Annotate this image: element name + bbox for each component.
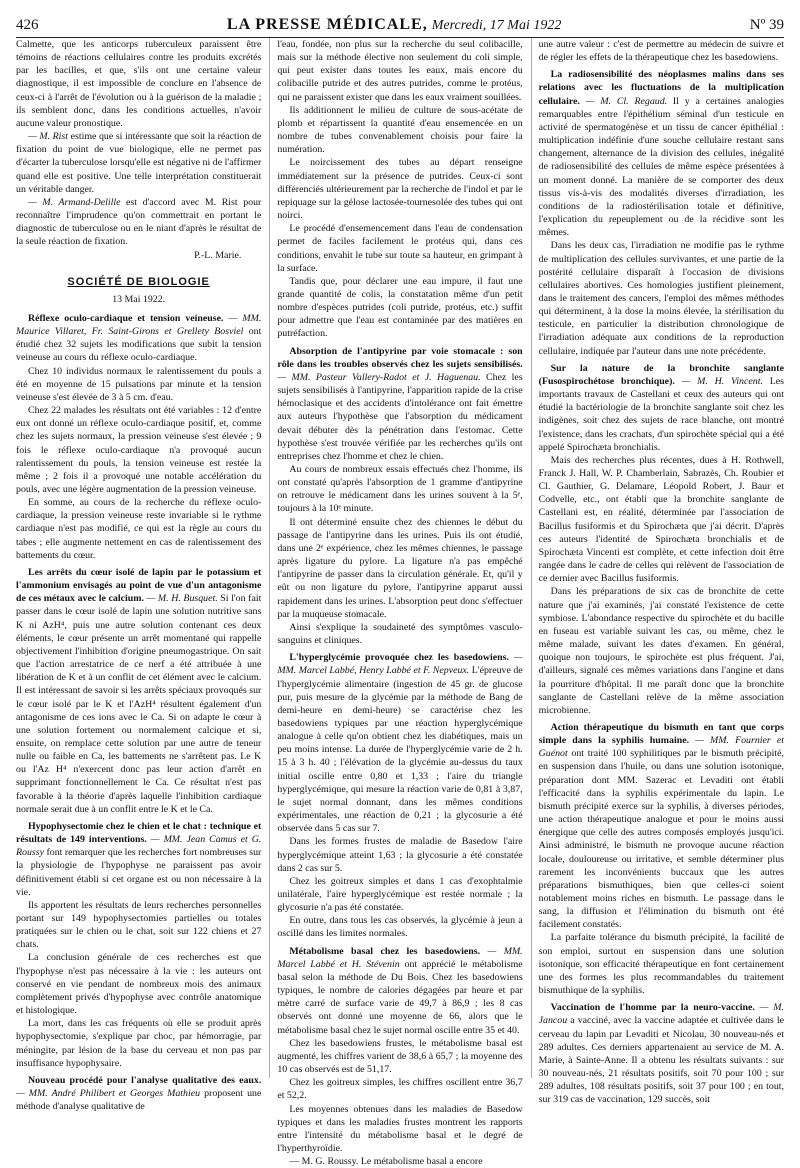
paragraph: Chez 10 individus normaux le ralentissement du pouls a été en moyenne de 15 pulsations par minute et la tension veineuse s'est élevée de 3 à 5 cm. d'eau. [16,365,262,403]
author: — M. H. Busquet. [143,593,218,605]
signature: P.-L. Marie. [194,249,242,261]
author: — MM. Pasteur Vallery-Radot et J. Haguenau. [277,371,481,383]
paragraph: Ainsi s'explique la soudaineté des symptômes vasculo-sanguins et cliniques. [277,621,523,647]
author: — M. Rist [28,131,69,143]
section-title: SOCIÉTÉ DE BIOLOGIE [67,275,210,288]
paragraph: Chez les goitreux simples et dans 1 cas d'exophtalmie unilatérale, l'aire hyperglycémique est restée normale ; la glycosurie n'a pas été constatée. [277,875,523,914]
author: — M. H. Vincent. [674,375,763,387]
paragraph: Absorption de l'antipyrine par voie stomacale : son rôle dans les troubles observés chez les sujets sensibilisés. — MM. Pasteur Vallery-Radot et J. Haguenau. Chez les sujets sensibilisés à l'antipyrine, l'apparition rapide de la crise hémoclasique et des accidents d'intolérance ont fait émettre aux auteurs l'hypothèse que l'absorption du médicament devait débuter dès la pénétration dans l'estomac. Cette hypothèse s'est trouvée vérifiée par les recherches qu'ils ont entreprises chez l'homme et chez le chien. [277,345,523,462]
article-title: L'hyperglycémie provoquée chez les basedowiens. [289,652,509,664]
paragraph: Mais des recherches plus récentes, dues à H. Rothwell, Franck J. Hall, W. P. Chamberlain, Sabrazès, Ch. Roubier et Cl. Gauthier, G. Delamare, Léopold Robert, J. Baur et Codvelle, etc., ont établi que la bronchite sanglante de Castellani est, en réalité, déterminée par l'association de Bacillus fusiformis et du Spirochæta que j'ai décrit. D'après ces auteurs l'identité de Spirochæta bronchialis et de Spirochæta Vincenti est complète, et cette infection doit être rangée dans le cadre de celles qui relèvent de l'association de ce dernier avec Bacillus fusiformis. [538,454,784,585]
paragraph: Au cours de nombreux essais effectués chez l'homme, ils ont constaté qu'après l'absorption de 1 gramme d'antipyrine on retrouve le médicament dans les urines souvent à la 5ᵉ, toujours à la 10ᵉ minute. [277,464,523,515]
paragraph: Hypophysectomie chez le chien et le chat : technique et résultats de 149 interventions. — MM. Jean Camus et G. Roussy font remarquer que les recherches fort nombreuses sur la physiologie de l'hypophyse ne paraissent pas avoir définitivement établi si cet organe est ou non nécessaire à la vie. [16,820,262,898]
author: — M. Jancou [538,1002,784,1027]
article-title: Les arrêts du cœur isolé de lapin par le potassium et l'ammonium envisagés au point de vue d'un antagonisme de ces métaux avec le calcium. [16,566,262,605]
paragraph: Sur la nature de la bronchite sanglante (Fusospirochétose bronchique). — M. H. Vincent. Les importants travaux de Castellani et ceux des auteurs qui ont étudié la bactériologie de la bronchite sanglante soit chez les indigènes, soit chez des sujets de race blanche, ont montré l'existence, dans les crachats, d'un spirochète spécial qui a été appelé Spirochæta bronchialis. [538,362,784,453]
section-date: 13 Mai 1922. [112,293,166,305]
author: — MM. Marcel Labbé, Henry Labbé et F. Nepveux. [277,652,523,677]
article-title: Sur la nature de la bronchite sanglante (Fusospirochétose bronchique). [538,362,784,387]
running-title [227,16,561,34]
paragraph: En somme, au cours de la recherche du réflexe oculo-cardiaque, la pression veineuse reste invariable si le rythme cardiaque n'est pas modifié, ce qui est la règle au cours du tabes ; elle augmente nettement en cas de ralentissement des battements du cœur. [16,497,262,561]
paragraph: Chez les basedowiens frustes, le métabolisme basal est augmenté, les chiffres varient de 38,6 à 65,7 ; la moyenne des 10 cas observés est de 51,17. [277,1037,523,1076]
article-title: Réflexe oculo-cardiaque et tension veineuse. [28,312,224,324]
paragraph: — M. Armand-Delille est d'accord avec M. Rist pour reconnaître l'imprudence qu'on commettrait en portant le diagnostic de tuberculose ou en le niant d'après le résultat de la seule réaction de fixation. [16,196,262,248]
paragraph: Réflexe oculo-cardiaque et tension veineuse. — MM. Maurice Villaret, Fr. Saint-Girons et Grellety Bosviel ont étudié chez 32 sujets les modifications que subit la tension veineuse au cours du réflexe oculo-cardiaque. [16,312,262,364]
paragraph: Les arrêts du cœur isolé de lapin par le potassium et l'ammonium envisagés au point de vue d'un antagonisme de ces métaux avec le calcium. — M. H. Busquet. Si l'on fait passer dans le cœur isolé de lapin une solution nutritive sans K ni AzH⁴, puis une autre solution contenant ces deux éléments, le cœur présente un arrêt momentané qui rappelle objectivement l'inhibition d'origine pneumogastrique. On sait que l'action arrestatrice de ce nerf a été attribuée à une libération de K et à un conflit de cet élément avec le calcium. Il est intéressant de savoir si les arrêts spéciaux provoqués sur le cœur isolé par le K et l'AzH⁴ résultent également d'un antagonisme de ces ions avec le Ca. Si on adapte le cœur à une solution fortement ou normalement calcique et si, ensuite, on remplace cette solution par une autre de teneur nulle ou faible en Ca, les battements ne s'arrêtent pas. Le K ou l'Az H⁴ n'exercent donc pas leur action d'arrêt en supprimant fonctionnellement le Ca. Ce résultat n'est pas favorable à la théorie d'après laquelle l'inhibition cardiaque normale serait due à un conflit entre le K et le Ca. [16,566,262,815]
article-title: Métabolisme basal chez les basedowiens. [289,945,481,957]
paragraph: Chez 22 malades les résultats ont été variables : 12 d'entre eux ont donné un réflexe oculo-cardiaque positif, et, comme chez les sujets normaux, la pression veineuse s'est élevée ; 9 fois le réflexe oculo-cardiaque n'a provoqué aucun ralentissement du pouls, la tension veineuse est restée la même ; 2 fois il a provoqué une notable accélération du pouls, avec une légère augmentation de la pression veineuse. [16,405,262,495]
paragraph: — M. Rist estime que si intéressante que soit la réaction de fixation du point de vue biologique, elle ne permet pas d'écarter la tuberculose lorsqu'elle est négative ni de l'affirmer quand elle est positive. Une telle interprétation constituerait un véritable danger. [16,131,262,195]
author: — M. Armand-Delille [28,196,121,208]
paragraph: Le procédé d'ensemencement dans l'eau de condensation permet de faciles facilement le protéus qui, dans ces conditions, envahit le tube sur toute sa hauteur, en grimpant à la surface. [277,223,523,274]
paragraph: Les moyennes obtenues dans les maladies de Basedow typiques et dans les maladies frustes montrent les rapports entre l'intensité du métabolisme basal et le degré de l'hyperthyroïdie. [277,1103,523,1154]
paragraph: La mort, dans les cas fréquents où elle se produit après hypophysectomie, s'explique par choc, par hémorragie, par méningite, par lésion de la base du cerveau et non pas par insuffisance hypophysaire. [16,1018,262,1069]
paragraph: Tandis que, pour déclarer une eau impure, il faut une grande quantité de colis, la constatation même d'un petit nombre d'espèces putrides (coli putride, protéus, etc.) suffit pour admettre que l'eau est contaminée par des matières en putréfaction. [277,275,523,340]
article-title: Vaccination de l'homme par la neuro-vaccine. [550,1002,755,1014]
author: — MM. André Philibert et Georges Mathieu [16,1088,201,1100]
author: — M. Cl. Regaud. [579,95,668,107]
paragraph: Calmette, que les anticorps tuberculeux paraissent être témoins de réactions cellulaires contre les produits excrétés par les bacilles, et que, s'ils ont une certaine valeur diagnostique, il est impossible de conclure en l'absence de ceux-ci à l'arrêt de l'évolution ou à la guérison de la maladie ; ils semblent donc, dans les conditions actuelles, n'avoir aucune valeur pronostique. [16,39,262,129]
page-number: 426 [16,17,39,33]
author: — MM. Fournier et Guénot [538,735,784,760]
paragraph: une autre valeur : c'est de permettre au médecin de suivre et de régler les effets de la thérapeutique chez les basedowiens. [538,39,784,64]
paragraph: La conclusion générale de ces recherches est que l'hypophyse n'est pas nécessaire à la vie : les auteurs ont conservé en vie pendant de nombreux mois des animaux complètement privés d'hypophyse avec contrôle anatomique et histologique. [16,952,262,1017]
article-title: Nouveau procédé pour l'analyse qualitative des eaux. [28,1074,262,1086]
issue-number: Nº 39 [749,17,784,33]
column-3 [531,38,784,1106]
paragraph: Dans les préparations de six cas de bronchite de cette nature que j'ai examinés, j'ai constaté l'existence de cette symbiose. L'abondance respective du spirochète et du bacille en fuseau est variable suivant les cas, ou même, chez le même malade, suivant les dates d'examen. En général, quoique non toujours, le spirochète est plus fréquent. J'ai, d'ailleurs, signalé ces mêmes variations dans l'angine et dans la pourriture d'hôpital. Il me paraît donc que la bronchite sanglante de Castellani relève de la même association microbienne. [538,586,784,716]
author: — MM. Marcel Labbé et H. Stévenin [277,945,523,970]
paragraph: Dans les deux cas, l'irradiation ne modifie pas le rythme de multiplication des cellules survivantes, et une partie de la postérité cellulaire disparaît à l'occasion de divisions cellulaires abortives. Ces homologies justifient pleinement, dans le traitement des cancers, l'emploi des mêmes méthodes qui déterminent, à la dose la moins élevée, la stérilisation du testicule, en particulier la distribution chronologique de l'irradiation adéquate aux conditions de la reproduction cellulaire, indiquée par l'auteur dans une note précédente. [538,240,784,357]
article-columns [16,38,784,1168]
article-title: Hypophysectomie chez le chien et le chat : technique et résultats de 149 interventions. [16,820,262,846]
paragraph: La radiosensibilité des néoplasmes malins dans ses relations avec les fluctuations de la multiplication cellulaire. — M. Cl. Regaud. Il y a certaines analogies remarquables entre l'épithélium séminal d'un testicule en activité de spermatogénèse et un tissu de cancer épithélial : multiplication indéfinie d'une souche cellulaire restant sans changement, alternance de la division des cellules, inégalité de radiosensibilité des cellules de même espèce présentées à un moment donné. La manière de se comporter des deux tissus vis-à-vis des modalités diverses d'irradiation, les conditions de la radiostérilisation totale et définitive, l'explication du repeuplement ou de la récidive sont les mêmes. [538,69,784,239]
paragraph: Il ont déterminé ensuite chez des chiennes le début du passage de l'antipyrine dans les urines. Puis ils ont étudié, dans une 2ᵉ expérience, chez les mêmes chiennes, le passage après ligature du pylore. La ligature n'a pas empêché l'antipyrine de passer dans la circulation générale. Et, qu'il y eût ou non ligature du pylore, l'antipyrine apparut aussi rapidement dans les urines. L'absorption peut donc s'effectuer par la muqueuse stomacale. [277,516,523,620]
paragraph: Ils additionnent le milieu de culture de sous-acétate de plomb et répartissent la quantité d'eau ensemencée en un nombre de tubes convenablement choisis pour faire la numération. [277,104,523,156]
paragraph: Action thérapeutique du bismuth en tant que corps simple dans la syphilis humaine. — MM. Fournier et Guénot ont traité 100 syphilitiques par le bismuth précipité, en suspension dans l'huile, ou dans une solution isotonique, préparation dont MM. Sazerac et Levaditi ont établi l'efficacité dans la syphilis expérimentale du lapin. Le bismuth précipité exerce sur la syphilis, à diverses périodes, une action thérapeutique analogue et pour le moins aussi énergique que celle des autres composés employés jusqu'ici. Ainsi administré, le bismuth ne provoque aucune réaction locale, douloureuse ou irritative, et semble déterminer plus rarement les inconvénients buccaux que les autres préparations bismuthiques, bien que celles-ci soient notablement moins riches en bismuth. Le passage dans le sang, la diffusion et l'élimination du bismuth ont été facilement constatés. [538,721,784,931]
author: — MM. Jean Camus et G. Roussy [16,834,262,859]
issue-date: Mercredi, 17 Mai 1922 [431,18,562,33]
paragraph: Ils apportent les résultats de leurs recherches personnelles portant sur 149 hypophysectomies partielles ou totales pratiquées sur le chien ou le chat, soit sur 122 chiens et 27 chats. [16,899,262,951]
column-2 [269,38,523,1168]
paragraph: L'hyperglycémie provoquée chez les basedowiens. — MM. Marcel Labbé, Henry Labbé et F. Nepveux. L'épreuve de l'hyperglycémie alimentaire (ingestion de 45 gr. de glucose pur, puis mesure de la glycémie par la méthode de Bang de demi-heure en demi-heure) se caractérise chez les basedowiens typiques par une réaction hyperglycémique analogue à celle qu'on obtient chez les diabétiques, mais un peu moins intense. La durée de l'hyperglycémie varie de 2 h. 15 à 3 h. 40 ; l'élévation de la glycémie au-dessus du taux initial oscille entre 0,80 et 1,33 ; l'aire du triangle hyperglycémique, qui mesure la réaction varie de 0,81 à 3,87, le sujet normal donnant, dans les mêmes conditions expérimentales, une réaction de 0,21 ; la glycosurie a été observée dans 5 cas sur 7. [277,652,523,835]
paragraph: Métabolisme basal chez les basedowiens. — MM. Marcel Labbé et H. Stévenin ont apprécié le métabolisme basal selon la méthode de Du Bois. Chez les basedowiens typiques, le nombre de calories dégagées par heure et par mètre carré de surface varie de 49,7 à 86,9 ; les 8 cas observés ont donné une moyenne de 66, alors que le métabolisme basal chez le sujet normal oscille entre 35 et 40. [277,945,523,1036]
paragraph: Chez les goitreux simples, les chiffres oscillent entre 36,7 et 52,2. [277,1077,523,1102]
paragraph: Vaccination de l'homme par la neuro-vaccine. — M. Jancou a vacciné, avec la vaccine adaptée et cultivée dans le cerveau du lapin par Levaditi et Nicolau, 30 nouveau-nés et 289 adultes. Ces derniers appartenaient au service de M. A. Marie, à Sainte-Anne. Il a obtenu les résultats suivants : sur 30 nouveau-nés, 21 résultats positifs, soit 70 pour 100 ; sur 289 adultes, 108 résultats positifs, soit 37 pour 100 ; en tout, sur 319 cas de vaccination, 129 succès, soit [538,1002,784,1106]
paragraph: Dans les formes frustes de maladie de Basedow l'aire hyperglycémique atteint 1,63 ; la glycosurie a été constatée dans 2 cas sur 5. [277,836,523,874]
paragraph: En outre, dans tous les cas observés, la glycémie à jeun a oscillé dans les limites normales. [277,915,523,940]
paragraph: l'eau, fondée, non plus sur la recherche du seul colibacille, mais sur la méthode élective non seulement du coli simple, qui peut exister dans toutes les eaux, mais encore du colibacille putride et des autres putrides, comme le protéus, qui ne paraissent exister que dans les eaux vraiment souillées. [277,39,523,103]
paragraph: La parfaite tolérance du bismuth précipité, la facilité de son emploi, surtout en suspension dans une solution isotonique, son efficacité thérapeutique en font certainement une des formes les plus recommandables du traitement bismuthique de la syphilis. [538,932,784,997]
paragraph: — M. G. Roussy. Le métabolisme basal a encore [289,1156,483,1168]
article-title: Absorption de l'antipyrine par voie stomacale : son rôle dans les troubles observés chez les sujets sensibilisés. [277,345,523,370]
paragraph: Le noircissement des tubes au départ renseigne immédiatement sur la présence de putrides. Ceux-ci sont différenciés ultérieurement par la recherche de l'indol et par le repiquage sur la gélose lactosée-tournesolée des tubes qui ont noirci. [277,157,523,222]
paragraph: Nouveau procédé pour l'analyse qualitative des eaux. — MM. André Philibert et Georges Mathieu proposent une méthode d'analyse qualitative de [16,1074,262,1113]
article-title: La radiosensibilité des néoplasmes malins dans ses relations avec les fluctuations de la multiplication cellulaire. [538,69,784,107]
journal-name: LA PRESSE MÉDICALE, [226,16,428,33]
author: — MM. Maurice Villaret, Fr. Saint-Girons et Grellety Bosviel [16,312,262,338]
page-header [16,8,784,38]
column-1 [16,38,262,1113]
article-title: Action thérapeutique du bismuth en tant que corps simple dans la syphilis humaine. [538,721,784,747]
